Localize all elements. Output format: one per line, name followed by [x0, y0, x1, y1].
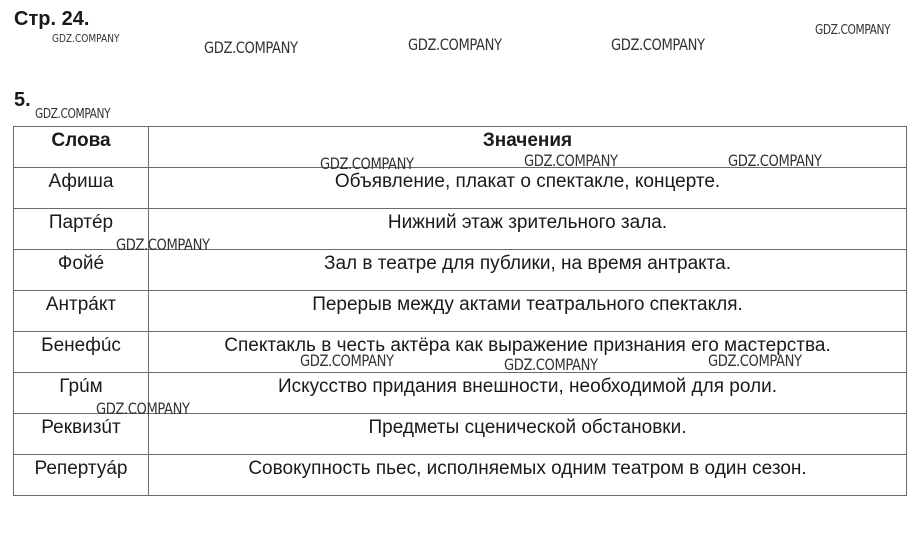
meaning-cell: Объявление, плакат о спектакле, концерте.	[149, 168, 907, 209]
watermark: GDZ.COMPANY	[320, 154, 414, 173]
word-cell: Грúм	[14, 373, 149, 414]
meaning-cell: Зал в театре для публики, на время антракта.	[149, 250, 907, 291]
meaning-cell: Совокупность пьес, исполняемых одним театром в один сезон.	[149, 455, 907, 496]
word-cell: Фойé	[14, 250, 149, 291]
word-cell: Репертуáр	[14, 455, 149, 496]
word-cell: Партéр	[14, 209, 149, 250]
meaning-cell: Нижний этаж зрительного зала.	[149, 209, 907, 250]
meaning-cell: Спектакль в честь актёра как выражение признания его мастерства.	[149, 332, 907, 373]
task-number: 5.	[14, 89, 31, 111]
header-meaning: Значения	[149, 127, 907, 168]
word-cell: Реквизúт	[14, 414, 149, 455]
page-heading: Стр. 24.	[14, 8, 90, 30]
table-row	[14, 414, 907, 455]
watermark: GDZ.COMPANY	[524, 151, 618, 170]
watermark: GDZ.COMPANY	[611, 35, 705, 54]
watermark: GDZ.COMPANY	[408, 35, 502, 54]
watermark: GDZ.COMPANY	[728, 151, 822, 170]
vocabulary-table	[13, 126, 907, 496]
table-row	[14, 455, 907, 496]
watermark: GDZ.COMPANY	[116, 235, 210, 254]
watermark: GDZ.COMPANY	[35, 107, 111, 122]
meaning-cell: Предметы сценической обстановки.	[149, 414, 907, 455]
watermark: GDZ.COMPANY	[504, 355, 598, 374]
watermark: GDZ.COMPANY	[815, 23, 891, 38]
meaning-cell: Искусство придания внешности, необходимой для роли.	[149, 373, 907, 414]
word-cell: Афиша	[14, 168, 149, 209]
watermark: GDZ.COMPANY	[300, 351, 394, 370]
header-word: Слова	[14, 127, 149, 168]
word-cell: Бенефúс	[14, 332, 149, 373]
watermark: GDZ.COMPANY	[204, 38, 298, 57]
table-row	[14, 291, 907, 332]
word-cell: Антрáкт	[14, 291, 149, 332]
watermark: GDZ.COMPANY	[52, 32, 120, 45]
meaning-cell: Перерыв между актами театрального спектакля.	[149, 291, 907, 332]
watermark: GDZ.COMPANY	[708, 351, 802, 370]
table-row	[14, 168, 907, 209]
table-row	[14, 250, 907, 291]
watermark: GDZ.COMPANY	[96, 399, 190, 418]
